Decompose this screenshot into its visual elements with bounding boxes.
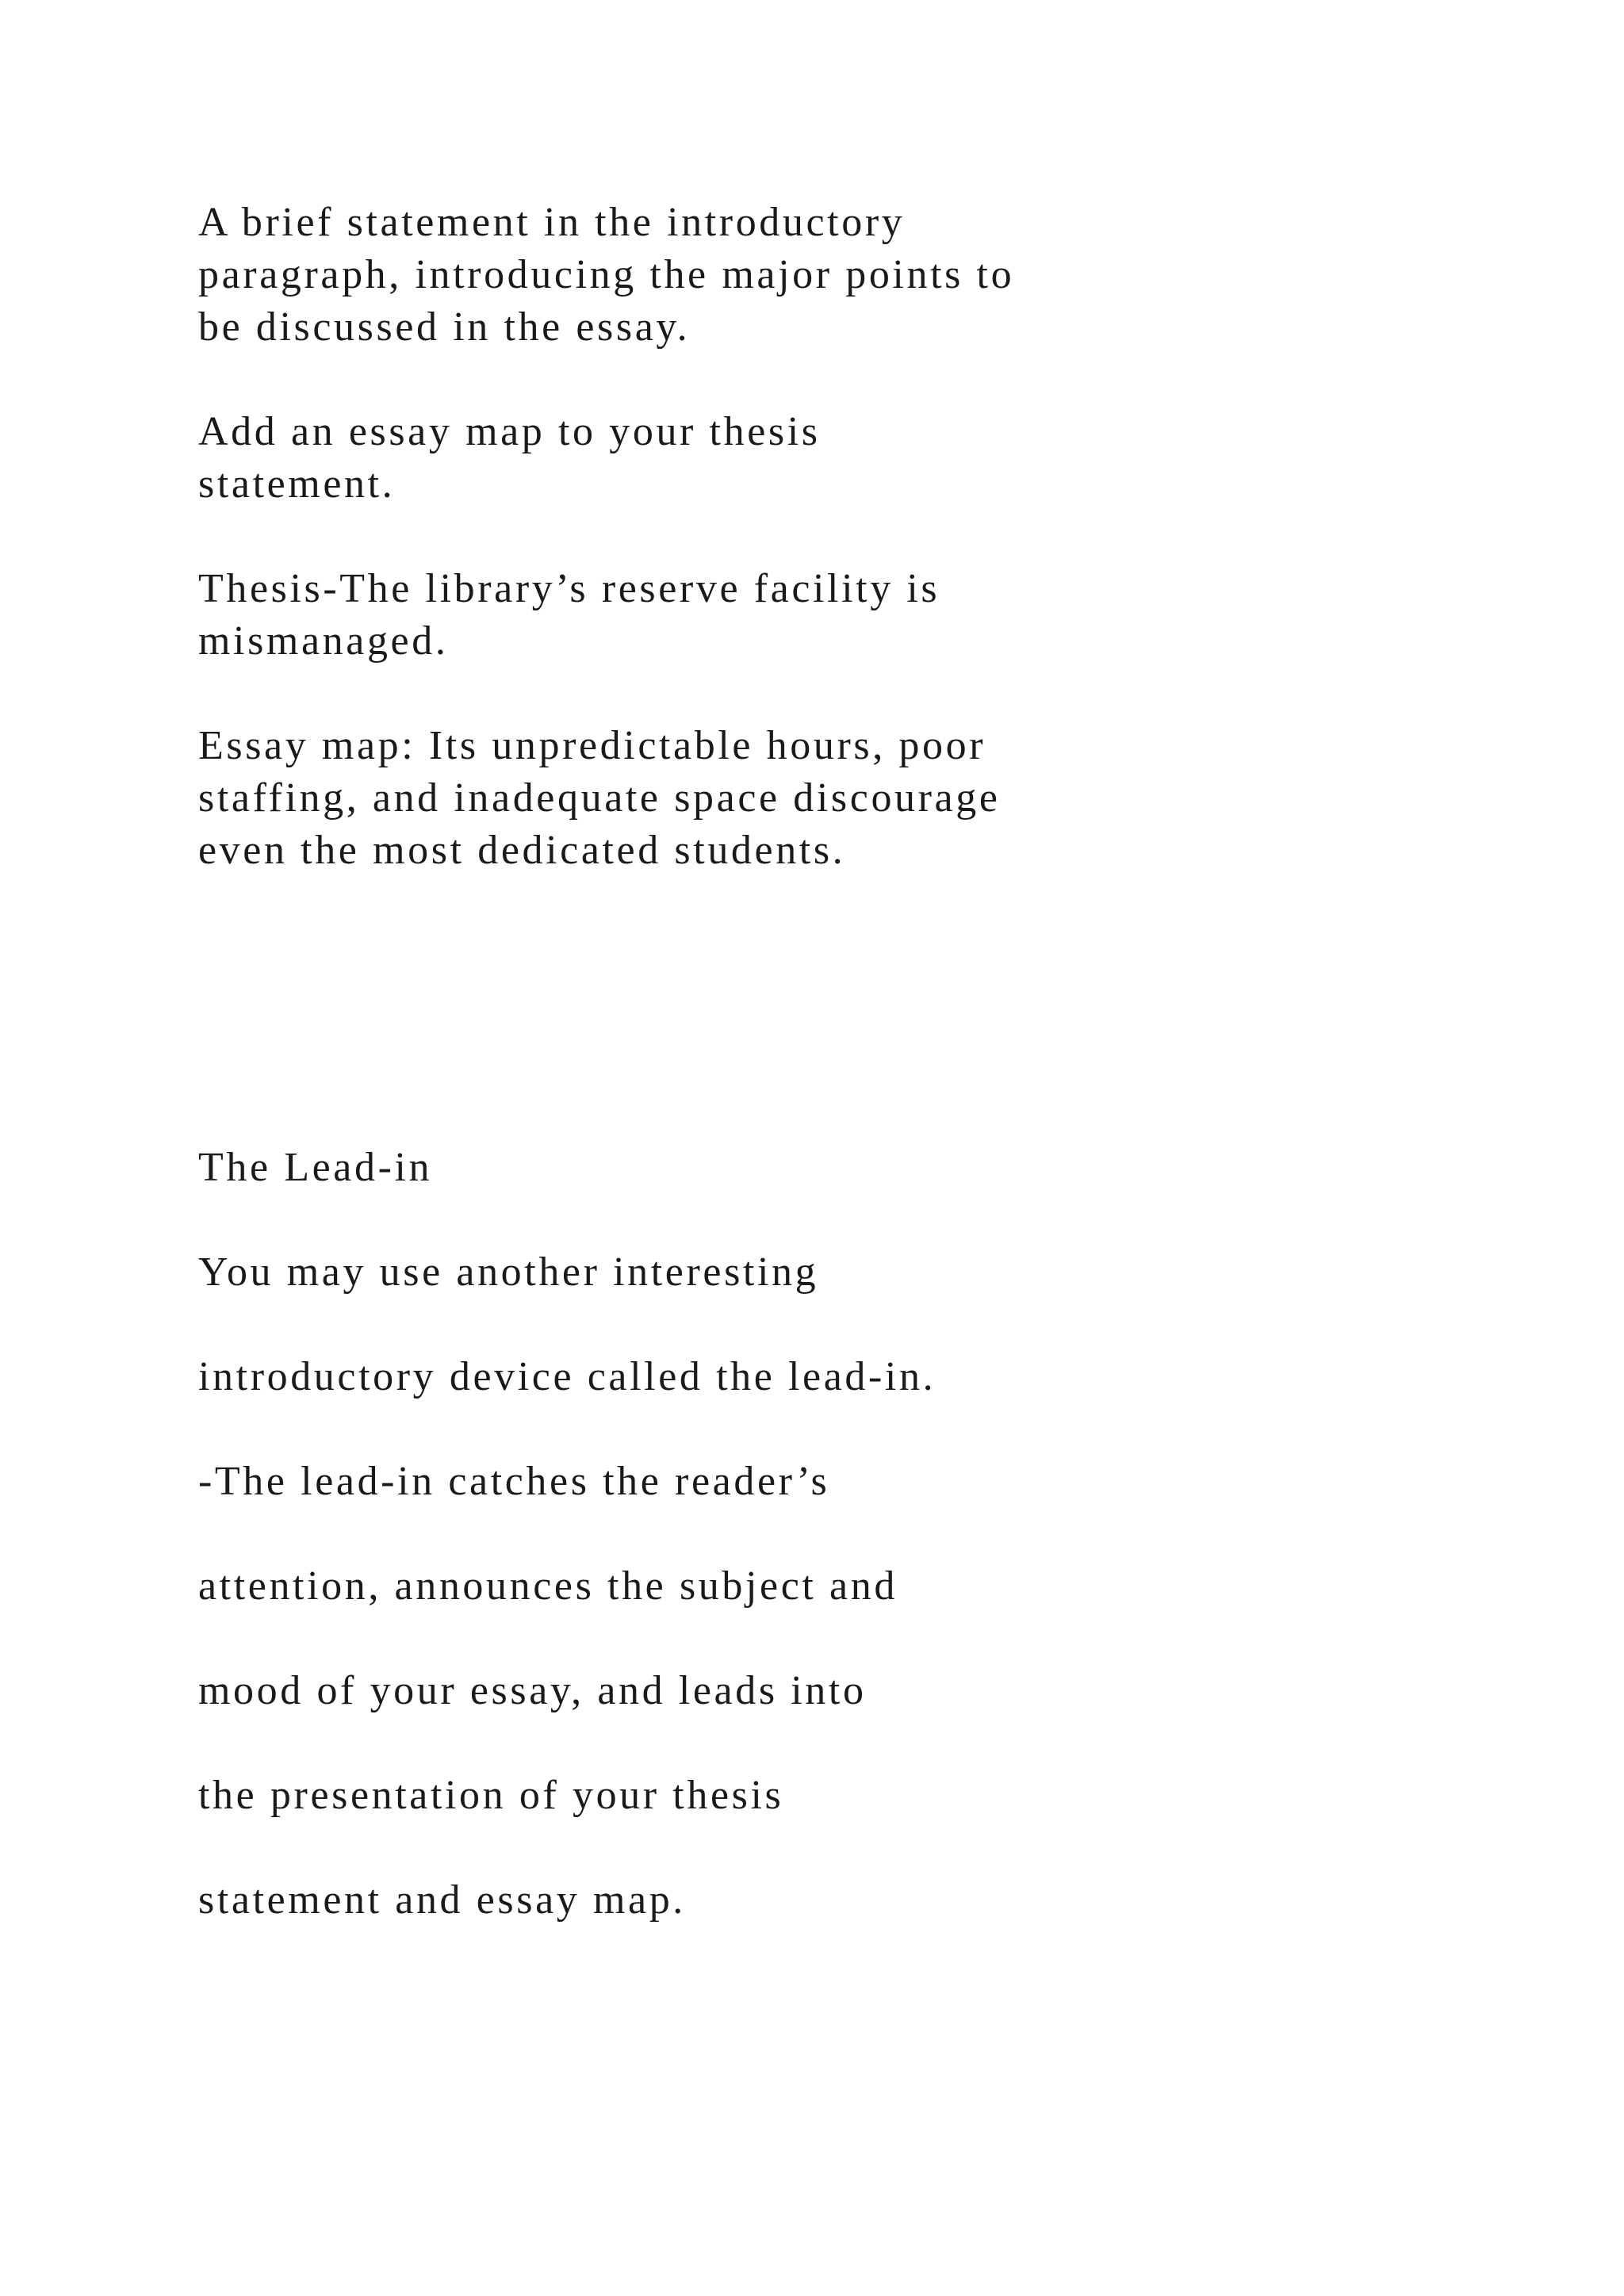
lead-in-line: introductory device called the lead-in. (198, 1354, 936, 1399)
lead-in-line: attention, announces the subject and (198, 1563, 898, 1609)
lead-in-line: mood of your essay, and leads into (198, 1668, 867, 1713)
thesis-definition-paragraph: A brief statement in the introductory paragraph, introducing the major points to be discussed in the essay. (198, 200, 1015, 350)
lead-in-line: the presentation of your thesis (198, 1773, 784, 1818)
lead-in-line: You may use another interesting (198, 1249, 819, 1295)
essay-map-instruction-paragraph: Add an essay map to your thesis statement. (198, 409, 821, 507)
lead-in-heading: The Lead-in (198, 1145, 433, 1190)
lead-in-line: statement and essay map. (198, 1877, 686, 1923)
essay-map-example-paragraph: Essay map: Its unpredictable hours, poor staffing, and inadequate space discourage even the most dedicated students. (198, 723, 1001, 873)
thesis-example-paragraph: Thesis-The library’s reserve facility is mismanaged. (198, 566, 940, 664)
lead-in-line: -The lead-in catches the reader’s (198, 1459, 830, 1504)
